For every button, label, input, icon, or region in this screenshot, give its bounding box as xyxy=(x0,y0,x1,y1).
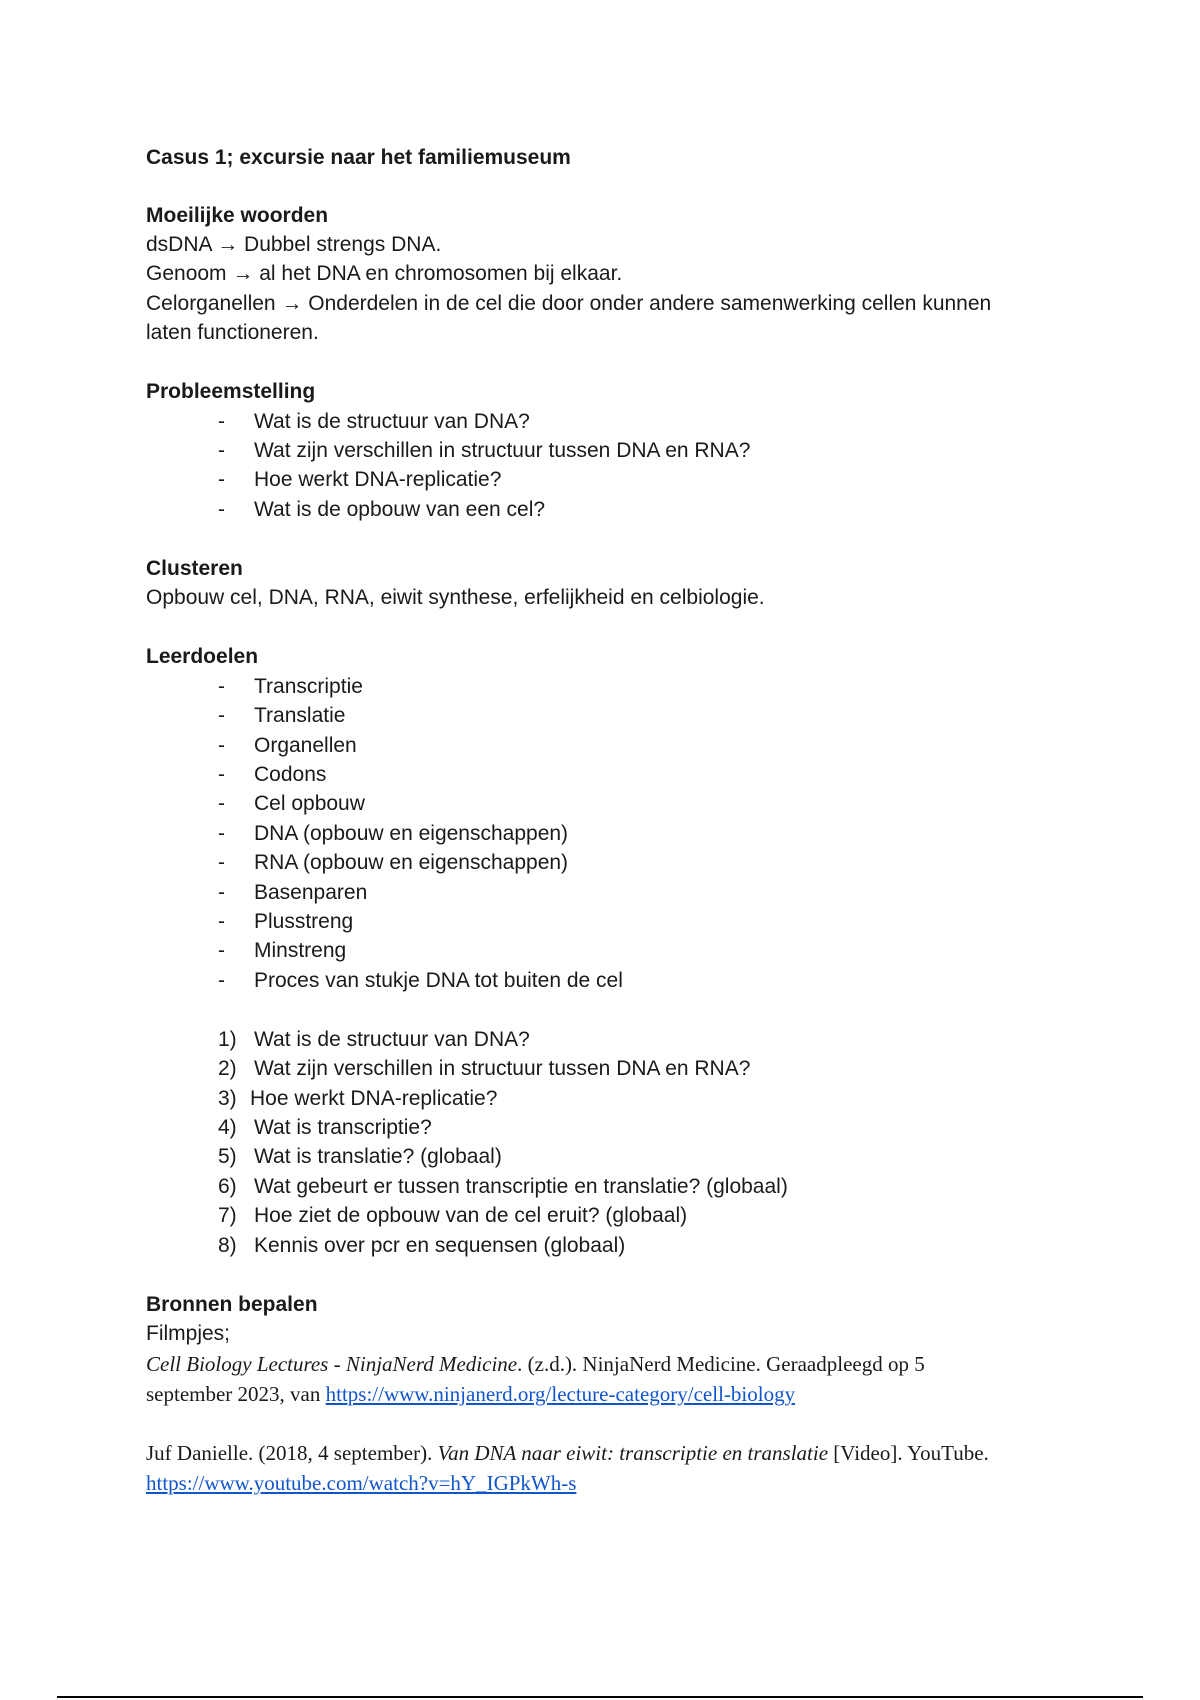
heading-bronnen: Bronnen bepalen xyxy=(146,1293,318,1316)
list-item: Wat is de structuur van DNA? xyxy=(254,410,530,433)
list-item: Wat zijn verschillen in structuur tussen DNA en RNA? xyxy=(254,1057,751,1080)
list-item: Organellen xyxy=(254,734,357,757)
reference-2-title: Van DNA naar eiwit: transcriptie en translatie xyxy=(437,1441,829,1465)
reference-2-link[interactable]: https://www.youtube.com/watch?v=hY_IGPkWh-s xyxy=(146,1471,577,1495)
list-bullet: - xyxy=(218,704,225,727)
definition-line: dsDNA → Dubbel strengs DNA. xyxy=(146,233,442,256)
list-item: Wat is translatie? (globaal) xyxy=(254,1145,502,1168)
list-number: 3) xyxy=(218,1087,237,1110)
list-bullet: - xyxy=(218,969,225,992)
list-item: Codons xyxy=(254,763,327,786)
list-bullet: - xyxy=(218,881,225,904)
list-bullet: - xyxy=(218,734,225,757)
list-number: 4) xyxy=(218,1116,237,1139)
list-item: Wat is transcriptie? xyxy=(254,1116,432,1139)
list-number: 8) xyxy=(218,1234,237,1257)
list-item: Cel opbouw xyxy=(254,792,365,815)
reference-2-line-2 xyxy=(146,1468,576,1498)
reference-2-line-1 xyxy=(146,1438,989,1468)
list-item: Proces van stukje DNA tot buiten de cel xyxy=(254,969,623,992)
heading-clusteren: Clusteren xyxy=(146,557,243,580)
list-item: Wat is de structuur van DNA? xyxy=(254,1028,530,1051)
list-item: RNA (opbouw en eigenschappen) xyxy=(254,851,569,874)
list-bullet: - xyxy=(218,910,225,933)
list-bullet: - xyxy=(218,822,225,845)
list-item: DNA (opbouw en eigenschappen) xyxy=(254,822,569,845)
list-item: Hoe ziet de opbouw van de cel eruit? (globaal) xyxy=(254,1204,688,1227)
definition-line: Celorganellen → Onderdelen in de cel die door onder andere samenwerking cellen kunnen xyxy=(146,292,992,315)
list-item: Plusstreng xyxy=(254,910,354,933)
heading-moeilijke-woorden: Moeilijke woorden xyxy=(146,204,329,227)
heading-leerdoelen: Leerdoelen xyxy=(146,645,259,668)
list-item: Hoe werkt DNA-replicatie? xyxy=(250,1087,498,1110)
definition-line: laten functioneren. xyxy=(146,321,319,344)
list-bullet: - xyxy=(218,498,225,521)
list-item: Kennis over pcr en sequensen (globaal) xyxy=(254,1234,626,1257)
list-bullet: - xyxy=(218,675,225,698)
list-bullet: - xyxy=(218,763,225,786)
list-item: Wat gebeurt er tussen transcriptie en translatie? (globaal) xyxy=(254,1175,788,1198)
document-title: Casus 1; excursie naar het familiemuseum xyxy=(146,146,571,169)
list-item: Translatie xyxy=(254,704,346,727)
reference-1-link[interactable]: https://www.ninjanerd.org/lecture-category/cell-biology xyxy=(325,1382,796,1406)
definition-line: Genoom → al het DNA en chromosomen bij elkaar. xyxy=(146,262,623,285)
reference-1-rest: . (z.d.). NinjaNerd Medicine. Geraadpleegd op 5 xyxy=(517,1352,925,1376)
reference-1-line-1 xyxy=(146,1349,925,1379)
list-bullet: - xyxy=(218,468,225,491)
list-bullet: - xyxy=(218,851,225,874)
list-number: 1) xyxy=(218,1028,237,1051)
heading-probleemstelling: Probleemstelling xyxy=(146,380,316,403)
list-number: 5) xyxy=(218,1145,237,1168)
list-item: Hoe werkt DNA-replicatie? xyxy=(254,468,502,491)
reference-1-line-2 xyxy=(146,1379,795,1409)
list-item: Transcriptie xyxy=(254,675,363,698)
page-bottom-rule xyxy=(57,1696,1143,1698)
reference-1-title: Cell Biology Lectures - NinjaNerd Medicine xyxy=(146,1352,518,1376)
list-number: 7) xyxy=(218,1204,237,1227)
list-bullet: - xyxy=(218,410,225,433)
list-number: 2) xyxy=(218,1057,237,1080)
list-bullet: - xyxy=(218,939,225,962)
list-item: Wat is de opbouw van een cel? xyxy=(254,498,546,521)
list-bullet: - xyxy=(218,792,225,815)
clusteren-text: Opbouw cel, DNA, RNA, eiwit synthese, erfelijkheid en celbiologie. xyxy=(146,586,765,609)
list-number: 6) xyxy=(218,1175,237,1198)
list-item: Basenparen xyxy=(254,881,368,904)
list-bullet: - xyxy=(218,439,225,462)
reference-1-prefix: september 2023, van xyxy=(146,1382,326,1406)
reference-2-suffix: [Video]. YouTube. xyxy=(828,1441,989,1465)
bronnen-subheading: Filmpjes; xyxy=(146,1322,231,1345)
list-item: Minstreng xyxy=(254,939,347,962)
reference-2-prefix: Juf Danielle. (2018, 4 september). xyxy=(146,1441,438,1465)
list-item: Wat zijn verschillen in structuur tussen DNA en RNA? xyxy=(254,439,751,462)
